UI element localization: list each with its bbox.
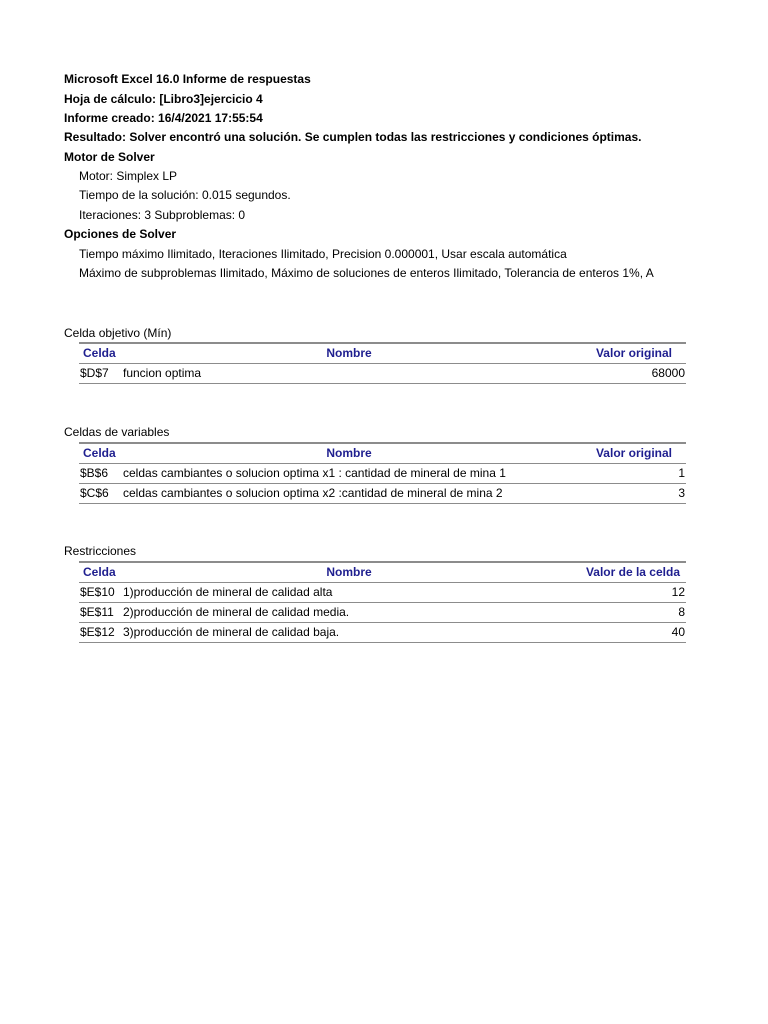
options-line-2: Máximo de subproblemas Ilimitado, Máximo de soluciones de enteros Ilimitado, Tolerancia de enteros 1%, A	[79, 266, 654, 280]
column-header-name: Nombre	[122, 343, 576, 364]
cell-value: 40	[576, 623, 686, 643]
cell-value: 3	[576, 484, 686, 504]
table-row	[79, 484, 686, 504]
cell-value: 68000	[576, 364, 686, 384]
cell-name: 1)producción de mineral de calidad alta	[122, 583, 576, 603]
cell-value: 8	[576, 603, 686, 623]
cell-name: 3)producción de mineral de calidad baja.	[122, 623, 576, 643]
cell-reference: $C$6	[79, 484, 122, 504]
variables-section-label: Celdas de variables	[64, 425, 170, 439]
options-line-1: Tiempo máximo Ilimitado, Iteraciones Ilimitado, Precision 0.000001, Usar escala automática	[79, 247, 567, 261]
column-header-cell: Celda	[79, 562, 122, 583]
solver-result: Resultado: Solver encontró una solución. Se cumplen todas las restricciones y condiciones óptimas.	[64, 130, 642, 144]
cell-name: 2)producción de mineral de calidad media.	[122, 603, 576, 623]
report-created: Informe creado: 16/4/2021 17:55:54	[64, 111, 263, 125]
options-heading: Opciones de Solver	[64, 227, 177, 241]
column-header-value: Valor original	[576, 443, 686, 464]
constraints-section-label: Restricciones	[64, 544, 137, 558]
cell-reference: $E$12	[79, 623, 122, 643]
table-row	[79, 464, 686, 484]
cell-name: funcion optima	[122, 364, 576, 384]
cell-reference: $B$6	[79, 464, 122, 484]
column-header-cell: Celda	[79, 343, 122, 364]
column-header-name: Nombre	[122, 562, 576, 583]
objective-section-label: Celda objetivo (Mín)	[64, 326, 172, 340]
cell-name: celdas cambiantes o solucion optima x2 :cantidad de mineral de mina 2	[122, 484, 576, 504]
cell-value: 12	[576, 583, 686, 603]
cell-name: celdas cambiantes o solucion optima x1 : cantidad de mineral de mina 1	[122, 464, 576, 484]
cell-reference: $E$11	[79, 603, 122, 623]
cell-value: 1	[576, 464, 686, 484]
cell-reference: $E$10	[79, 583, 122, 603]
engine-heading: Motor de Solver	[64, 150, 155, 164]
solution-time: Tiempo de la solución: 0.015 segundos.	[79, 188, 291, 202]
column-header-name: Nombre	[122, 443, 576, 464]
objective-table	[79, 342, 686, 384]
worksheet-name: Hoja de cálculo: [Libro3]ejercicio 4	[64, 92, 263, 106]
variables-table	[79, 442, 686, 504]
iterations-info: Iteraciones: 3 Subproblemas: 0	[79, 208, 246, 222]
cell-reference: $D$7	[79, 364, 122, 384]
column-header-cell: Celda	[79, 443, 122, 464]
report-title: Microsoft Excel 16.0 Informe de respuestas	[64, 72, 311, 86]
column-header-value: Valor original	[576, 343, 686, 364]
constraints-table	[79, 561, 686, 643]
table-row	[79, 623, 686, 643]
engine-name: Motor: Simplex LP	[79, 169, 178, 183]
table-row	[79, 364, 686, 384]
column-header-value: Valor de la celda	[576, 562, 686, 583]
table-row	[79, 603, 686, 623]
table-row	[79, 583, 686, 603]
